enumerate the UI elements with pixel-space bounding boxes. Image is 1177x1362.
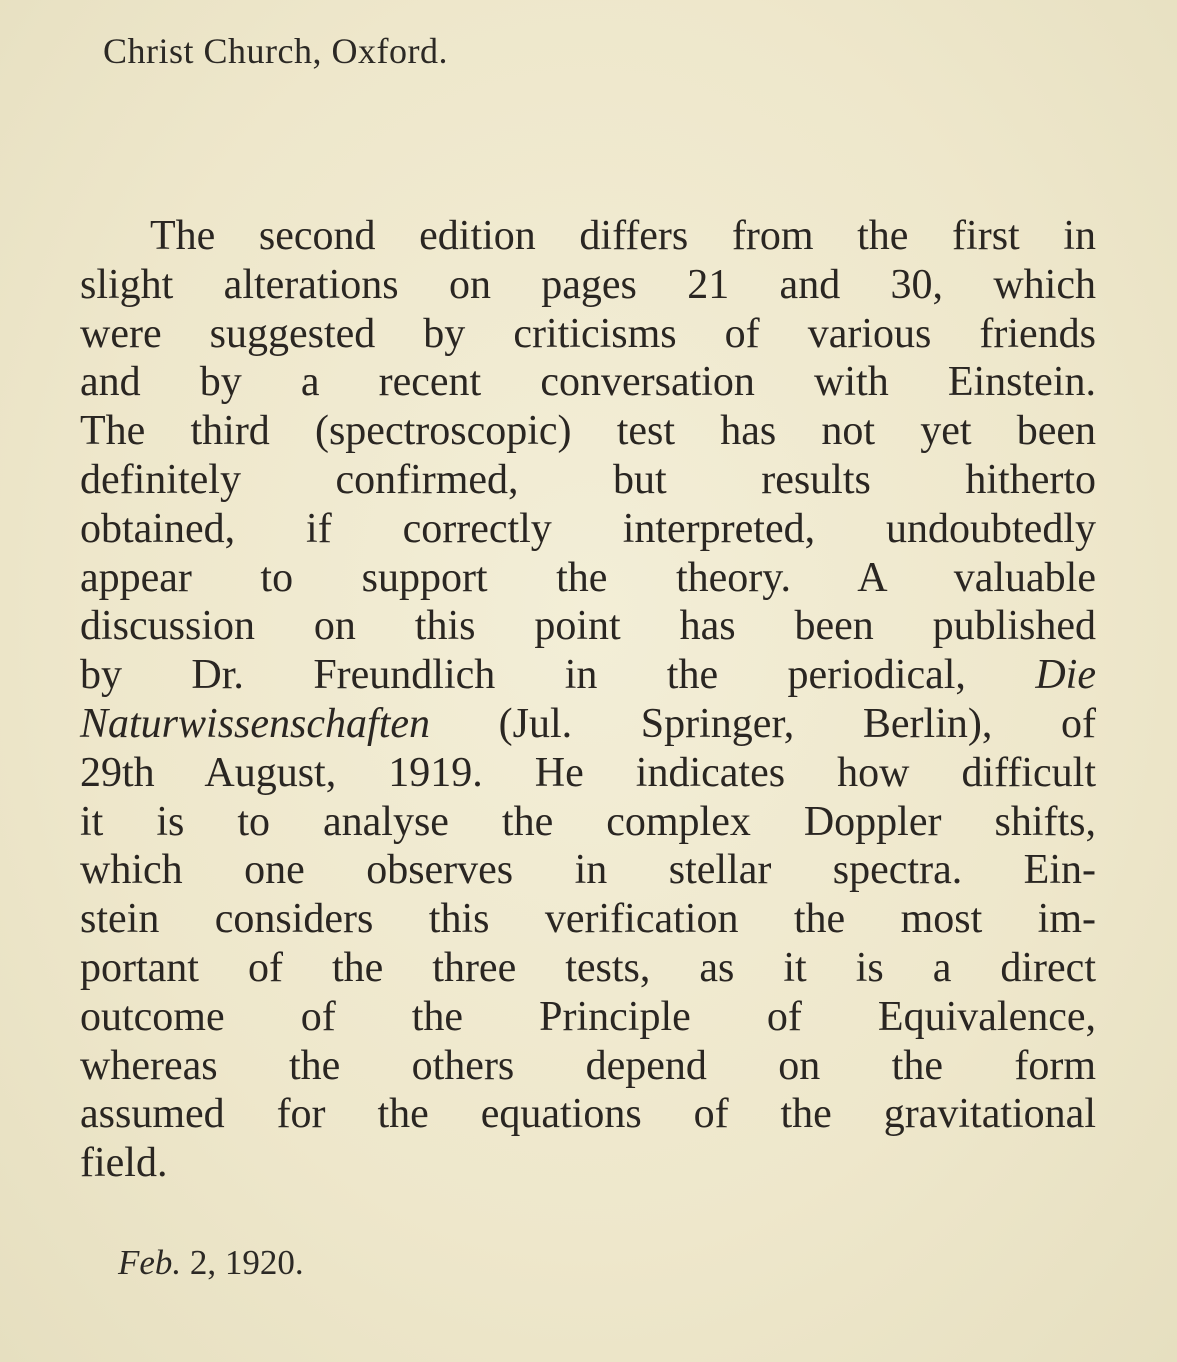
text-line: discussion on this point has been published [80,603,1096,650]
place-heading: Christ Church, Oxford. [103,31,448,71]
text-line: The second edition differs from the first in [150,213,1096,259]
text-line: obtained, if correctly interpreted, undoubtedly [80,505,1096,552]
text-line [80,651,1096,700]
text-line: field. [80,1140,168,1187]
preface-paragraph [80,212,1096,1188]
text-line: appear to support the theory. A valuable [80,554,1096,601]
text-line: 29th August, 1919. He indicates how difficult [80,749,1096,796]
journal-title-part-2: Naturwissenschaften [80,700,431,747]
text-line: and by a recent conversation with Einstein. [80,359,1096,406]
text-segment: (Jul. Springer, Berlin), of [498,700,1096,747]
text-line: portant of the three tests, as it is a direct [80,944,1096,991]
journal-title-part-1: Die [1035,652,1096,699]
text-line: definitely confirmed, but results hitherto [80,456,1096,503]
text-line: whereas the others depend on the form [80,1042,1096,1089]
text-line: it is to analyse the complex Doppler shifts, [80,798,1096,845]
text-line: were suggested by criticisms of various friends [80,310,1096,357]
text-segment: by Dr. Freundlich in the periodical, [80,652,966,699]
text-line: slight alterations on pages 21 and 30, which [80,261,1096,308]
text-line: stein considers this verification the most im- [80,896,1096,943]
text-line [80,700,1096,749]
date-signature [118,1243,304,1283]
text-line: assumed for the equations of the gravitational [80,1091,1096,1138]
date-day-year: 2, 1920. [189,1243,304,1282]
date-month: Feb. [118,1243,182,1282]
text-line: The third (spectroscopic) test has not yet been [80,408,1096,455]
text-line: outcome of the Principle of Equivalence, [80,993,1096,1040]
text-line: which one observes in stellar spectra. Ein- [80,847,1096,894]
